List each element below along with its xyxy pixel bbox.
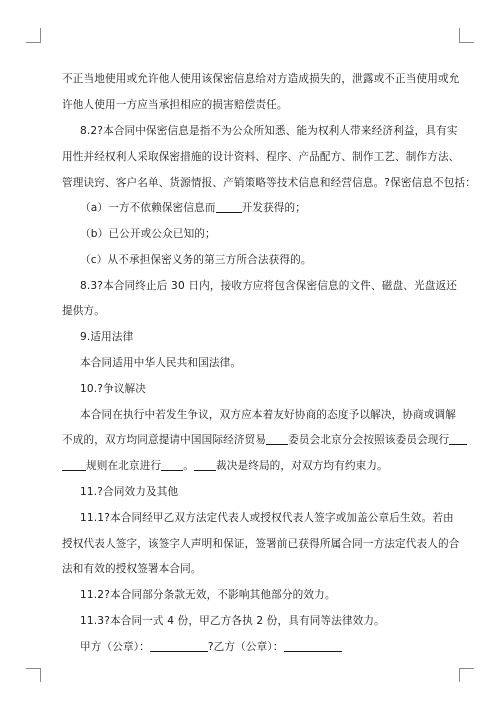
clause-10-line-3 (62, 459, 388, 473)
intro-line-2: 许他人使用一方应当承担相应的损害赔偿责任。 (62, 99, 288, 111)
clause-11-1-line-1: 11.1?本合同经甲乙双方法定代表人或授权代表人签字或加盖公章后生效。若由 (80, 512, 454, 524)
blank-field (216, 201, 242, 213)
clause-8-2-line-2: 用性并经权利人采取保密措施的设计资料、程序、产品配方、制作工艺、制作方法、 (62, 151, 460, 163)
party-b-seal-label: ?乙方（公章）： (207, 641, 284, 653)
heading-10: 10.?争议解决 (80, 383, 147, 395)
blank-field (266, 433, 288, 445)
crop-mark-bottom-right-h (459, 668, 474, 669)
intro-line-1: 不正当地使用或允许他人使用该保密信息给对方造成损失的，泄露或不正当使用或允 (62, 73, 460, 85)
crop-mark-top-left-h (26, 42, 41, 43)
party-b-seal-blank (284, 640, 342, 652)
party-a-seal-label: 甲方（公章）： (80, 641, 150, 653)
blank-field (62, 459, 86, 471)
signature-line (80, 640, 342, 654)
heading-11: 11.?合同效力及其他 (80, 486, 179, 498)
clause-11-1-line-3: 法和有效的授权签署本合同。 (62, 563, 202, 575)
item-c: （c）从不承担保密义务的第三方所合法获得的。 (80, 254, 312, 266)
clause-8-3-line-1: 8.3?本合同终止后 30 日内，接收方应将包含保密信息的文件、磁盘、光盘返还 (80, 280, 457, 292)
blank-field (449, 433, 467, 445)
crop-mark-top-right (459, 28, 460, 42)
crop-mark-top-left (40, 28, 41, 42)
clause-10-line-2-a: 不成的，双方均同意提请中国国际经济贸易 (62, 434, 267, 446)
blank-field (161, 459, 183, 471)
blank-field (194, 459, 216, 471)
item-b: （b）已公开或公众已知的； (80, 228, 216, 240)
crop-mark-bottom-right (459, 668, 460, 682)
item-a-text-before: （a）一方不依赖保密信息而 (80, 202, 216, 214)
clause-11-1-line-2: 授权代表人签字，该签字人声明和保证，签署前已获得所属合同一方法定代表人的合 (62, 538, 460, 550)
clause-10-line-2 (62, 433, 467, 447)
clause-9-text: 本合同适用中华人民共和国法律。 (80, 357, 242, 369)
clause-10-line-1: 本合同在执行中若发生争议，双方应本着友好协商的态度予以解决，协商或调解 (80, 409, 457, 421)
clause-10-line-2-b: 委员会北京分会按照该委员会现行 (288, 434, 450, 446)
crop-mark-bottom-left (40, 668, 41, 682)
clause-10-line-3-a: 规则在北京进行 (86, 460, 162, 472)
item-a (80, 201, 306, 215)
clause-8-2-line-1: 8.2?本合同中保密信息是指不为公众所知悉、能为权利人带来经济利益，具有实 (80, 125, 458, 137)
clause-10-line-3-b: 。 (183, 460, 194, 472)
crop-mark-top-right-h (459, 42, 474, 43)
crop-mark-bottom-left-h (26, 668, 41, 669)
party-a-seal-blank (150, 640, 208, 652)
item-a-text-after: 开发获得的； (241, 202, 307, 214)
heading-9: 9.适用法律 (80, 331, 134, 343)
clause-8-2-line-3: 管理诀窍、客户名单、货源情报、产销策略等技术信息和经营信息。?保密信息不包括： (62, 177, 477, 189)
clause-10-line-3-c: 裁决是终局的，对双方均有约束力。 (215, 460, 388, 472)
clause-11-2: 11.2?本合同部分条款无效，不影响其他部分的效力。 (80, 589, 336, 601)
clause-11-3: 11.3?本合同一式 4 份，甲乙方各执 2 份，具有同等法律效力。 (80, 615, 385, 627)
clause-8-3-line-2: 提供方。 (62, 305, 105, 317)
